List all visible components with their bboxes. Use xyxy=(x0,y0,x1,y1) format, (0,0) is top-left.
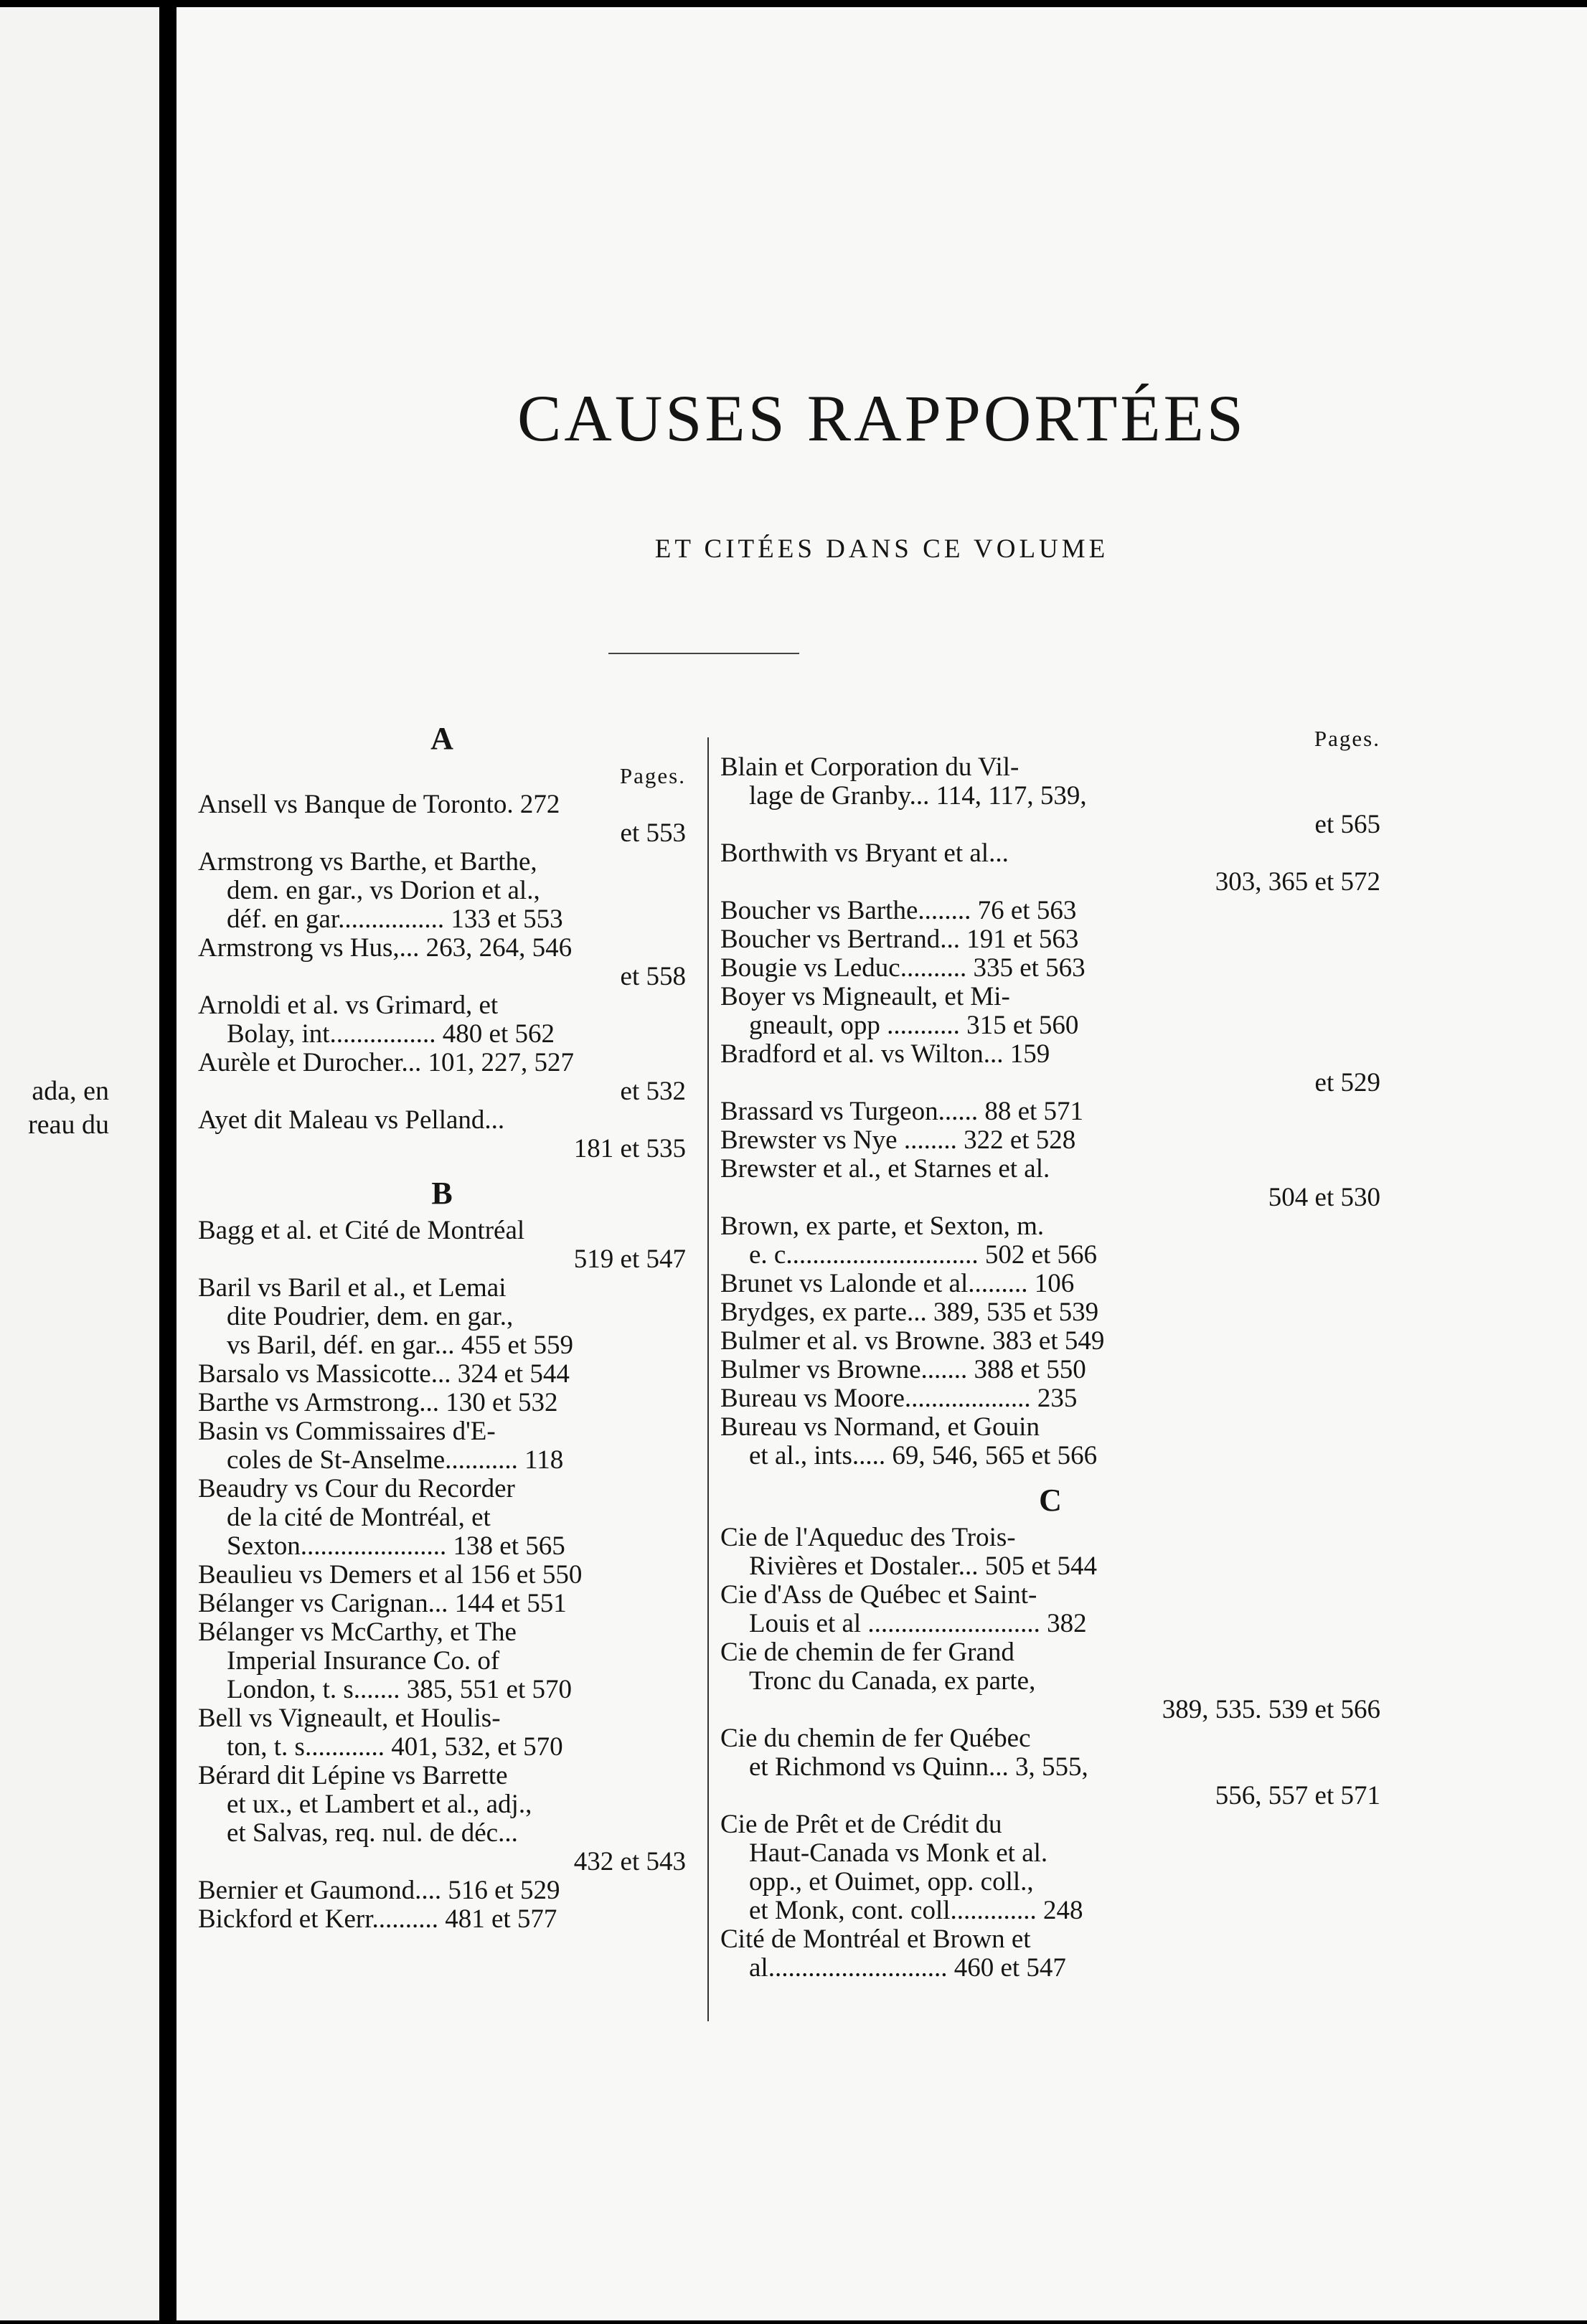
index-entry xyxy=(198,1876,686,1905)
section-letter: B xyxy=(431,1176,453,1211)
index-entry xyxy=(720,1413,1380,1470)
index-entry xyxy=(720,1925,1380,1983)
entry-continuation-line: et al., ints..... 69, 546, 565 et 566 xyxy=(749,1441,1098,1470)
index-entry xyxy=(198,790,686,848)
index-entry xyxy=(198,1217,686,1274)
entry-first-line: Ansell vs Banque de Toronto. 272 xyxy=(198,790,560,819)
entry-continuation-line: 504 et 530 xyxy=(1268,1183,1380,1212)
entry-first-line: Boucher vs Bertrand... 191 et 563 xyxy=(720,925,1079,954)
entry-continuation-line: lage de Granby... 114, 117, 539, xyxy=(749,781,1087,811)
entry-first-line: Bradford et al. vs Wilton... 159 xyxy=(720,1039,1050,1069)
page-subtitle: ET CITÉES DANS CE VOLUME xyxy=(654,534,1109,564)
entry-continuation-line: et Richmond vs Quinn... 3, 555, xyxy=(749,1752,1088,1782)
entry-first-line: Basin vs Commissaires d'E- xyxy=(198,1417,496,1446)
entry-first-line: Bickford et Kerr.......... 481 et 577 xyxy=(198,1904,557,1934)
entry-first-line: Boucher vs Barthe........ 76 et 563 xyxy=(720,896,1077,925)
entry-first-line: Brewster vs Nye ........ 322 et 528 xyxy=(720,1125,1076,1155)
entry-continuation-line: opp., et Ouimet, opp. coll., xyxy=(749,1867,1034,1896)
entry-continuation-line: 389, 535. 539 et 566 xyxy=(1162,1695,1380,1724)
index-entry xyxy=(720,1155,1380,1212)
entry-continuation-line: 432 et 543 xyxy=(573,1847,686,1876)
entry-continuation-line: Imperial Insurance Co. of xyxy=(227,1646,500,1676)
entry-continuation-line: Tronc du Canada, ex parte, xyxy=(749,1666,1036,1696)
index-column-left xyxy=(198,721,686,1934)
fragment-line: ada, en xyxy=(32,1076,109,1106)
entry-first-line: Borthwith vs Bryant et al... xyxy=(720,839,1009,868)
entry-first-line: Beaudry vs Cour du Recorder xyxy=(198,1474,515,1503)
entry-first-line: Ayet dit Maleau vs Pelland... xyxy=(198,1105,505,1135)
index-entry xyxy=(198,1590,686,1618)
entry-first-line: Aurèle et Durocher... 101, 227, 527 xyxy=(198,1048,575,1077)
entry-continuation-line: London, t. s....... 385, 551 et 570 xyxy=(227,1675,572,1704)
entry-first-line: Brydges, ex parte... 389, 535 et 539 xyxy=(720,1298,1099,1327)
entry-first-line: Armstrong vs Hus,... 263, 264, 546 xyxy=(198,933,573,963)
index-entry xyxy=(720,1126,1380,1155)
entry-first-line: Cité de Montréal et Brown et xyxy=(720,1924,1031,1954)
entry-continuation-line: e. c............................. 502 et 566 xyxy=(749,1240,1098,1270)
index-entry xyxy=(720,1040,1380,1097)
entry-continuation-line: vs Baril, déf. en gar... 455 et 559 xyxy=(227,1331,573,1360)
entry-continuation-line: 303, 365 et 572 xyxy=(1215,867,1380,897)
entry-first-line: Bernier et Gaumond.... 516 et 529 xyxy=(198,1876,560,1905)
index-entry xyxy=(720,839,1380,897)
entry-continuation-line: Rivières et Dostaler... 505 et 544 xyxy=(749,1551,1098,1581)
entry-continuation-line: al........................... 460 et 547 xyxy=(749,1953,1066,1983)
entry-continuation-line: Sexton...................... 138 et 565 xyxy=(227,1531,565,1561)
index-entry xyxy=(198,991,686,1049)
entry-first-line: Bélanger vs McCarthy, et The xyxy=(198,1617,517,1647)
index-entry xyxy=(720,1298,1380,1327)
entry-continuation-line: de la cité de Montréal, et xyxy=(227,1503,491,1532)
entry-continuation-line: et 558 xyxy=(620,962,686,991)
entry-continuation-line: et 532 xyxy=(620,1077,686,1106)
column-divider xyxy=(707,737,709,2021)
entry-first-line: Cie d'Ass de Québec et Saint- xyxy=(720,1580,1037,1610)
entry-continuation-line: déf. en gar................ 133 et 553 xyxy=(227,904,563,934)
title-rule xyxy=(608,653,799,654)
entry-first-line: Bell vs Vigneault, et Houlis- xyxy=(198,1704,501,1733)
section-letter: A xyxy=(430,721,453,756)
entry-continuation-line: Louis et al .......................... 382 xyxy=(749,1609,1087,1638)
entry-continuation-line: 181 et 535 xyxy=(573,1134,686,1163)
entry-continuation-line: et Monk, cont. coll............. 248 xyxy=(749,1896,1083,1925)
entry-first-line: Bérard dit Lépine vs Barrette xyxy=(198,1761,508,1790)
entry-continuation-line: dite Poudrier, dem. en gar., xyxy=(227,1302,514,1331)
index-entry xyxy=(198,1762,686,1876)
entry-first-line: Bureau vs Moore................... 235 xyxy=(720,1384,1078,1413)
entry-first-line: Barsalo vs Massicotte... 324 et 544 xyxy=(198,1359,570,1389)
fragment-line: reau du xyxy=(28,1110,109,1140)
entry-continuation-line: coles de St-Anselme........... 118 xyxy=(227,1445,564,1475)
index-entry xyxy=(720,1638,1380,1724)
entry-continuation-line: gneault, opp ........... 315 et 560 xyxy=(749,1011,1079,1040)
entry-first-line: Boyer vs Migneault, et Mi- xyxy=(720,982,1010,1011)
index-entry xyxy=(720,1356,1380,1384)
left-page-text-fragments xyxy=(0,1074,159,1142)
entry-first-line: Beaulieu vs Demers et al 156 et 550 xyxy=(198,1560,583,1590)
index-entry xyxy=(198,1905,686,1934)
entry-first-line: Blain et Corporation du Vil- xyxy=(720,752,1019,782)
entry-continuation-line: et 529 xyxy=(1314,1068,1380,1097)
index-entry xyxy=(720,1327,1380,1356)
entry-continuation-line: et 553 xyxy=(620,818,686,848)
index-entry xyxy=(720,1724,1380,1810)
entry-first-line: Bulmer et al. vs Browne. 383 et 549 xyxy=(720,1326,1105,1356)
entry-continuation-line: dem. en gar., vs Dorion et al., xyxy=(227,876,540,905)
entry-continuation-line: et Salvas, req. nul. de déc... xyxy=(227,1818,518,1848)
index-entry xyxy=(720,1097,1380,1126)
entry-first-line: Armstrong vs Barthe, et Barthe, xyxy=(198,847,537,877)
entry-continuation-line: 556, 557 et 571 xyxy=(1215,1781,1380,1810)
page-title: CAUSES RAPPORTÉES xyxy=(517,382,1246,455)
entry-first-line: Cie de l'Aqueduc des Trois- xyxy=(720,1523,1016,1552)
entry-continuation-line: Bolay, int................ 480 et 562 xyxy=(227,1019,555,1049)
index-entry xyxy=(198,1106,686,1163)
index-column-right xyxy=(720,724,1380,1983)
entry-first-line: Brewster et al., et Starnes et al. xyxy=(720,1154,1050,1184)
index-entry xyxy=(198,1704,686,1762)
entry-first-line: Brassard vs Turgeon...... 88 et 571 xyxy=(720,1097,1084,1126)
entry-first-line: Barthe vs Armstrong... 130 et 532 xyxy=(198,1388,558,1417)
entry-first-line: Cie de Prêt et de Crédit du xyxy=(720,1810,1002,1839)
index-entry xyxy=(720,1810,1380,1925)
index-entry xyxy=(720,897,1380,925)
entry-first-line: Bureau vs Normand, et Gouin xyxy=(720,1412,1040,1442)
entry-continuation-line: et 565 xyxy=(1314,810,1380,839)
index-entry xyxy=(720,1524,1380,1581)
index-entry xyxy=(720,983,1380,1040)
index-entry xyxy=(720,925,1380,954)
entry-continuation-line: Haut-Canada vs Monk et al. xyxy=(749,1838,1048,1868)
pages-column-label: Pages. xyxy=(1314,726,1380,751)
index-entry xyxy=(198,848,686,934)
entry-continuation-line: 519 et 547 xyxy=(573,1244,686,1274)
index-entry xyxy=(198,1360,686,1389)
entry-first-line: Bulmer vs Browne....... 388 et 550 xyxy=(720,1355,1086,1384)
index-entry xyxy=(720,1384,1380,1413)
index-entry xyxy=(198,1475,686,1561)
right-page xyxy=(176,7,1587,2320)
left-page xyxy=(0,7,159,2320)
entry-continuation-line: ton, t. s............ 401, 532, et 570 xyxy=(227,1732,563,1762)
entry-first-line: Bougie vs Leduc.......... 335 et 563 xyxy=(720,953,1086,983)
entry-continuation-line: et ux., et Lambert et al., adj., xyxy=(227,1790,532,1819)
entry-first-line: Baril vs Baril et al., et Lemai xyxy=(198,1273,507,1303)
entry-first-line: Cie de chemin de fer Grand xyxy=(720,1638,1014,1667)
index-entry xyxy=(198,1561,686,1590)
entry-first-line: Arnoldi et al. vs Grimard, et xyxy=(198,991,499,1020)
entry-first-line: Cie du chemin de fer Québec xyxy=(720,1724,1031,1753)
index-entry xyxy=(198,934,686,991)
index-entry xyxy=(198,1049,686,1106)
index-entry xyxy=(198,1389,686,1417)
index-entry xyxy=(720,1212,1380,1270)
entry-first-line: Bélanger vs Carignan... 144 et 551 xyxy=(198,1589,567,1618)
index-entry xyxy=(720,954,1380,983)
entry-first-line: Bagg et al. et Cité de Montréal xyxy=(198,1216,525,1245)
pages-column-label: Pages. xyxy=(619,763,686,788)
index-entry xyxy=(198,1618,686,1704)
index-entry xyxy=(198,1417,686,1475)
index-entry xyxy=(720,1270,1380,1298)
index-entry xyxy=(720,1581,1380,1638)
index-entry xyxy=(198,1274,686,1360)
entry-first-line: Brunet vs Lalonde et al......... 106 xyxy=(720,1269,1075,1298)
index-entry xyxy=(720,753,1380,839)
section-letter: C xyxy=(1039,1483,1062,1518)
entry-first-line: Brown, ex parte, et Sexton, m. xyxy=(720,1211,1045,1241)
